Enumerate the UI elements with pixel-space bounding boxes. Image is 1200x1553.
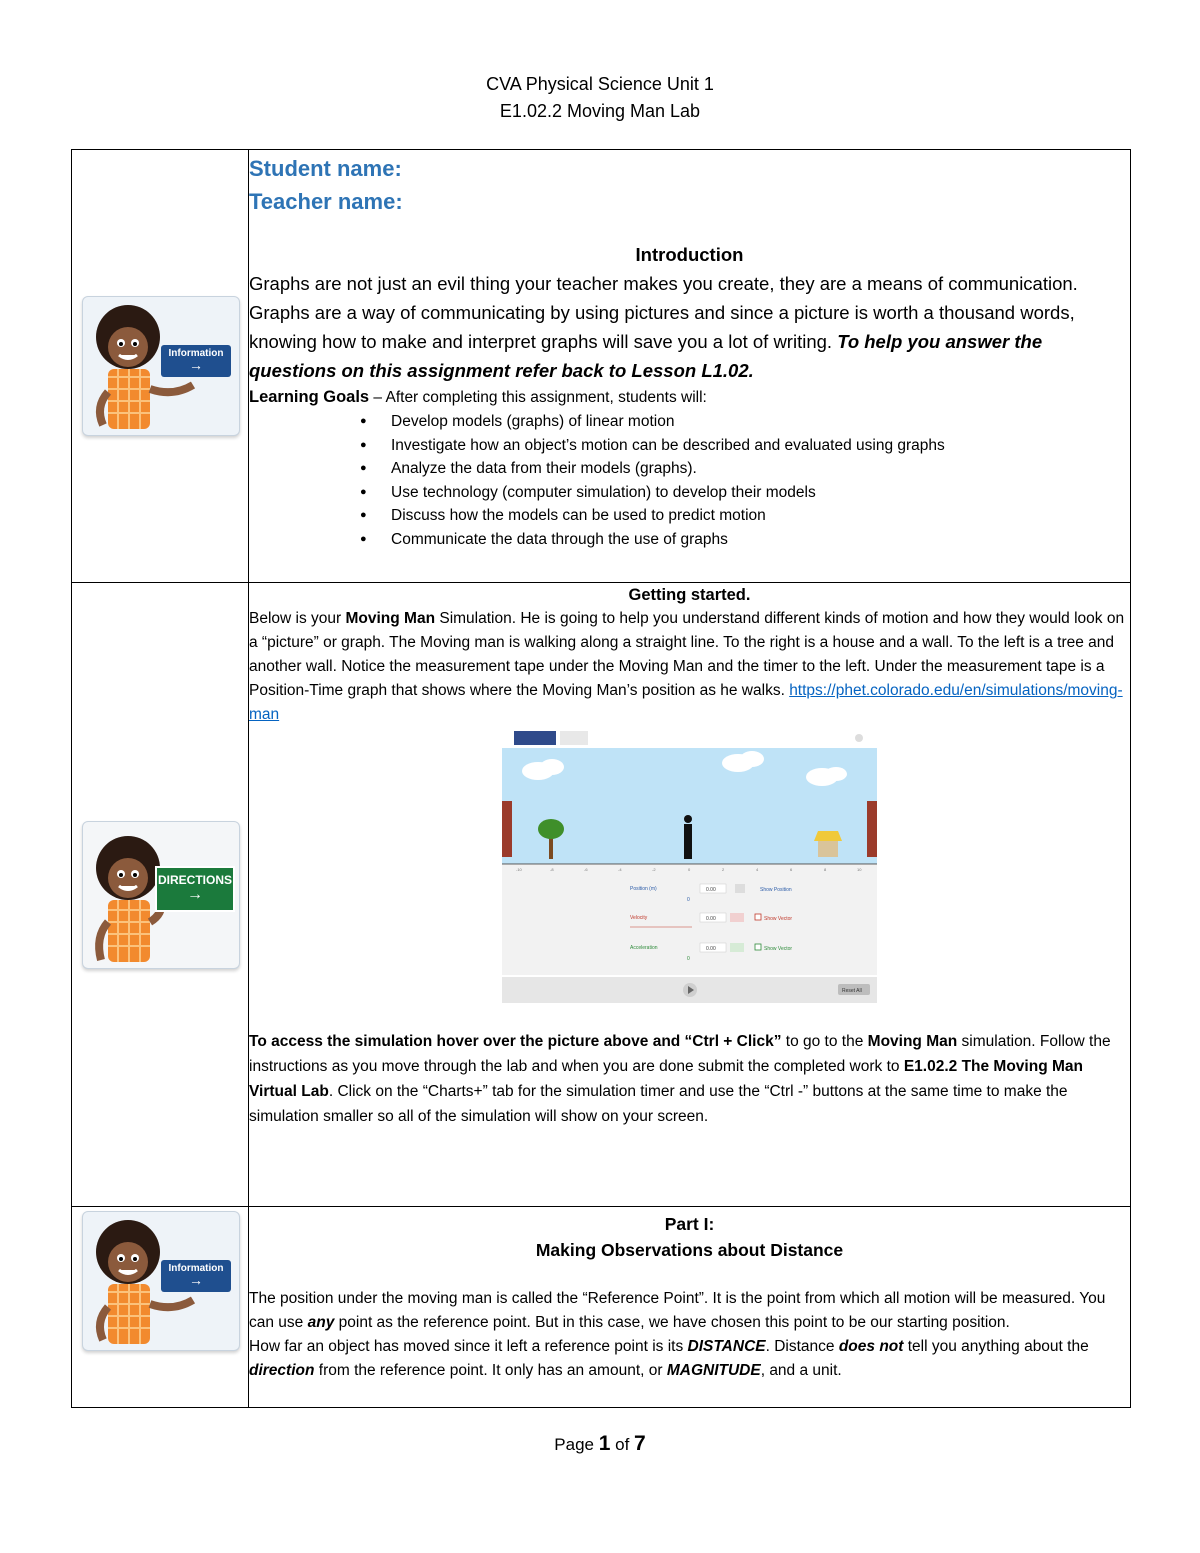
text-run: point as the reference point. But in this case, we have chosen this point to be our starting position. [334,1314,1010,1331]
introduction-paragraph [249,269,1130,385]
moving-man-simulation-image [502,731,877,1003]
sim-position-value: 0.00 [706,887,716,893]
icon-cell [72,150,249,583]
text-run: . Click on the “Charts+” tab for the simulation timer and use the “Ctrl -” buttons at the same time to make the simulation smaller so all of the simulation will show on your screen. [249,1083,1068,1125]
introduction-heading: Introduction [635,244,744,265]
text-run: E1.02.2 The Moving Man Virtual Lab [249,1058,1083,1100]
sim-velocity-label: Velocity [630,915,648,921]
directions-sign [155,866,235,912]
tick-label: -4 [618,867,622,872]
arrow-right-icon: → [189,357,203,373]
text-run: Simulation. He is going to help you understand different kinds of motion and how they would look on a “picture” or graph. The Moving man is walking along a straight line. To the right is a house and a wall. To the left is a tree and another wall. Notice the measurement tape under the Moving Man and the timer to the left. Under the measurement tape is a Position-Time graph that shows where the Moving Man’s position as he walks. [249,610,1125,699]
sim-acceleration-zero: 0 [687,956,690,962]
list-item: ● Investigate how an object’s motion can be described and evaluated using graphs [391,434,1130,458]
text-run: , and a unit. [760,1362,842,1379]
information-sign [161,1260,231,1292]
learning-goals-label: Learning Goals [249,388,370,406]
sim-velocity-value: 0.00 [706,916,716,922]
text-run: MAGNITUDE [666,1362,761,1379]
arrow-right-icon: → [187,886,203,903]
text-run: Moving Man [867,1033,958,1050]
text-run: Moving Man [345,610,436,627]
document-subtitle: E1.02.2 Moving Man Lab [499,101,701,121]
page-number [0,1432,1200,1456]
intro-text: Graphs are not just an evil thing your teacher makes you create, they are a means of communication. Graphs are a way of communicating by using pictures and since a picture is worth a thousand words, knowing how to make and interpret graphs will save you a lot of writing. [249,273,1078,352]
tick-label: 4 [756,867,759,872]
text-run: simulation. Follow the instructions as you move through the lab and when you are done submit the completed work to [249,1033,1111,1075]
getting-started-cell [249,583,1131,1207]
lab-table [71,149,1131,1408]
text-run: The position under the moving man is called the “Reference Point”. It is the point from which all motion will be measured. You can use [249,1290,1106,1331]
sim-show-position: Show Position [760,887,792,893]
table-row-getting-started [72,583,1131,1207]
part-one-cell [249,1207,1131,1408]
icon-cell [72,583,249,1207]
learning-goals-text: – After completing this assignment, students will: [369,389,707,406]
text-run: How far an object has moved since it left a reference point is its [249,1338,688,1355]
text-run: DISTANCE [687,1338,766,1355]
list-item: ● Discuss how the models can be used to predict motion [391,504,1130,528]
text-run: tell you anything about the [903,1338,1089,1355]
tick-label: 6 [790,867,793,872]
tick-label: -2 [652,867,656,872]
part-one-subheading: Making Observations about Distance [535,1240,844,1260]
teacher-avatar-information [82,1211,240,1351]
text-run: of [610,1435,635,1454]
table-row-part-one [72,1207,1131,1408]
current-page: 1 [598,1432,611,1455]
getting-started-heading: Getting started. [628,586,751,604]
tick-label: 2 [722,867,725,872]
part-one-heading: Part I: [664,1214,715,1234]
list-item: ● Analyze the data from their models (graphs). [391,457,1130,481]
sign-label: Information [168,1263,224,1274]
sim-position-zero: 0 [687,897,690,903]
list-item: ● Develop models (graphs) of linear motion [391,410,1130,434]
text-run: direction [249,1362,315,1379]
sign-label: Information [168,348,224,359]
reference-point-paragraph [249,1287,1130,1335]
text-run: from the reference point. It only has an amount, or [314,1362,667,1379]
learning-goals-list [249,410,1130,551]
text-run: to go to the [781,1033,868,1050]
total-pages: 7 [634,1432,646,1455]
text-run: Page [554,1435,599,1454]
text-run: any [307,1314,335,1331]
teacher-avatar-directions [82,821,240,969]
document-title: CVA Physical Science Unit 1 [486,74,714,94]
table-row-introduction [72,150,1131,583]
text-run: does not [838,1338,904,1355]
sign-label: DIRECTIONS [157,873,232,887]
sim-position-label: Position (m) [630,886,657,892]
teacher-avatar-information [82,296,240,436]
sim-reset-button: Reset All [842,988,862,994]
sim-tab-introduction [514,731,556,745]
sim-acceleration-value: 0.00 [706,946,716,952]
text-run: To access the simulation hover over the picture above and “Ctrl + Click” [249,1033,782,1050]
tick-label: 8 [824,867,827,872]
information-sign [161,345,231,377]
simulation-screenshot[interactable] [502,731,877,1003]
simulation-instructions [249,1029,1130,1129]
tick-label: -6 [584,867,588,872]
text-run: . Distance [765,1338,839,1355]
tick-label: 10 [857,867,862,872]
sim-acceleration-label: Acceleration [630,945,658,951]
sim-velocity-vector: Show Vector [764,916,793,922]
sim-acceleration-vector: Show Vector [764,946,793,952]
introduction-cell [249,150,1131,583]
simulation-link[interactable]: https://phet.colorado.edu/en/simulations/moving-man [249,682,1123,723]
teacher-name-label: Teacher name: [249,189,403,214]
list-item: ● Use technology (computer simulation) to develop their models [391,481,1130,505]
icon-cell [72,1207,249,1408]
arrow-right-icon: → [189,1272,203,1288]
text-run: Below is your [249,610,346,627]
tick-label: 0 [688,867,691,872]
list-item: ● Communicate the data through the use of graphs [391,528,1130,552]
tick-label: -8 [550,867,554,872]
learning-goals-intro [249,385,1130,410]
distance-paragraph [249,1335,1130,1383]
intro-emphasis: To help you answer the questions on this assignment refer back to Lesson L1.02. [249,331,1043,381]
getting-started-paragraph [249,607,1130,727]
tick-label: -10 [516,867,522,872]
sim-tab-charts [560,731,588,745]
student-name-label: Student name: [249,156,402,181]
